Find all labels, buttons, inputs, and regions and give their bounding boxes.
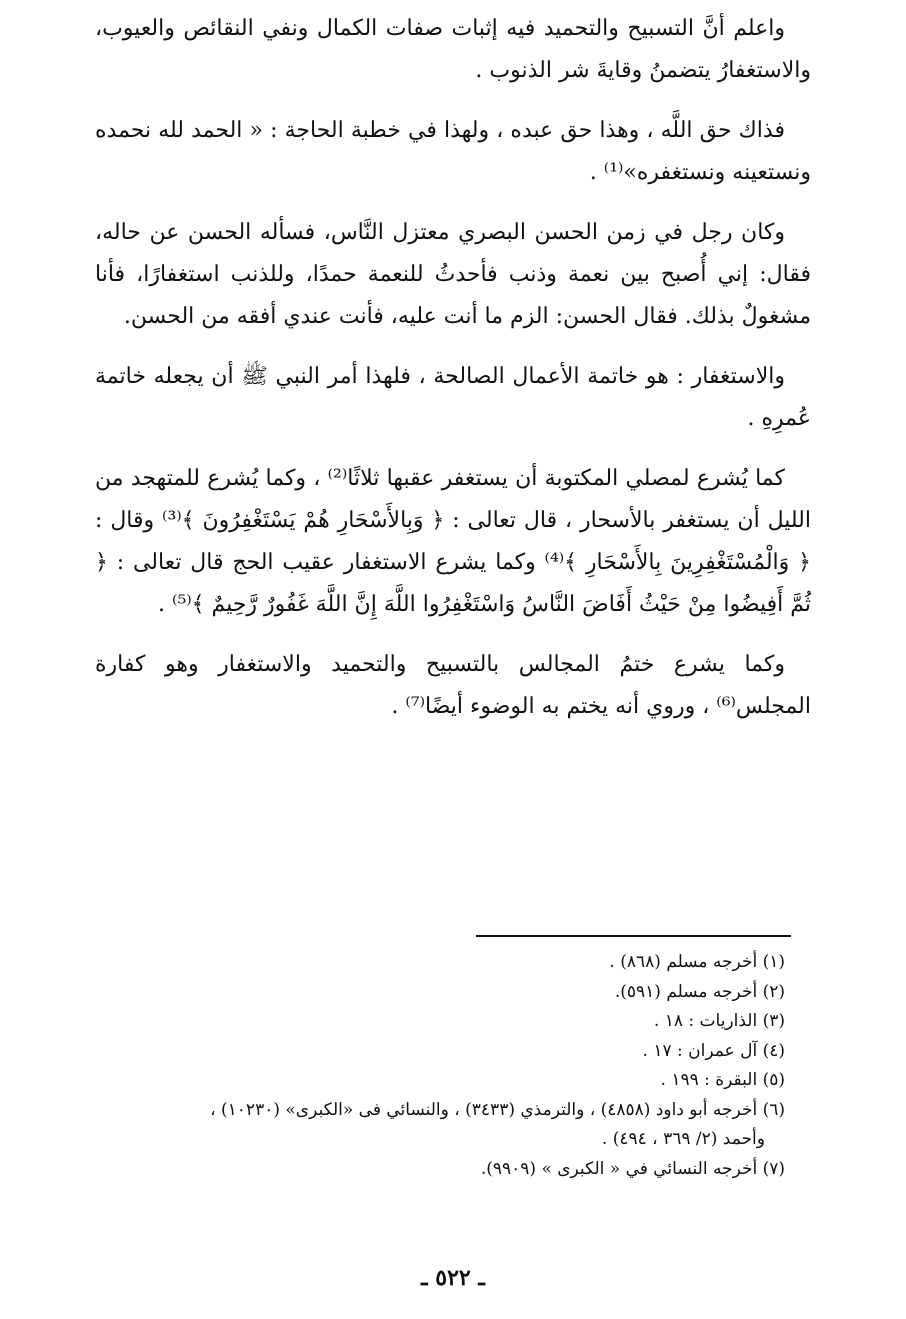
footnote-4: (٤) آل عمران : ١٧ .: [642, 1040, 785, 1061]
footnote-3: (٣) الذاريات : ١٨ .: [653, 1011, 785, 1031]
page-number: ـ ٥٢٢ ـ: [421, 1265, 485, 1291]
paragraph-2: فذاك حق اللَّه ، وهذا حق عبده ، ولهذا في خطبة الحاجة : « الحمد لله نحمده ونستعينه ونستغفره»⁽¹⁾ .: [95, 118, 811, 185]
paragraph-1: واعلم أنَّ التسبيح والتحميد فيه إثبات صفات الكمال ونفي النقائص والعيوب، والاستغفارُ يتضمنُ وقايةَ شر الذنوب .: [95, 16, 811, 83]
footnote-2: (٢) أخرجه مسلم (٥٩١).: [614, 981, 785, 1002]
footnote-separator: [476, 935, 791, 937]
footnotes: [95, 948, 795, 1184]
footnote-5: (٥) البقرة : ١٩٩ .: [660, 1070, 785, 1090]
footnote-7: (٧) أخرجه النسائي في « الكبرى » (٩٩٠٩).: [480, 1158, 785, 1179]
footnote-6: (٦) أخرجه أبو داود (٤٨٥٨) ، والترمذي (٣٤٣٣) ، والنسائي فى «الكبرى» (١٠٢٣٠) ،: [210, 1099, 785, 1120]
paragraph-4: والاستغفار : هو خاتمة الأعمال الصالحة ، فلهذا أمر النبي ﷺ أن يجعله خاتمة عُمرِهِ .: [95, 364, 811, 431]
paragraph-6: وكما يشرع ختمُ المجالس بالتسبيح والتحميد والاستغفار وهو كفارة المجلس⁽⁶⁾ ، وروي أنه يختم به الوضوء أيضًا⁽⁷⁾ .: [95, 652, 811, 719]
main-text: [95, 8, 811, 746]
paragraph-5: كما يُشرع لمصلي المكتوبة أن يستغفر عقبها ثلاثًا⁽²⁾ ، وكما يُشرع للمتهجد من الليل أن يستغفر بالأسحار ، قال تعالى : ﴿ وَبِالأَسْحَارِ هُمْ يَسْتَغْفِرُونَ ﴾⁽³⁾ وقال : ﴿ وَالْمُسْتَغْفِرِينَ بِالأَسْحَارِ ﴾⁽⁴⁾ وكما يشرع الاستغفار عقيب الحج قال تعالى : ﴿ ثُمَّ أَفِيضُوا مِنْ حَيْثُ أَفَاضَ النَّاسُ وَاسْتَغْفِرُوا اللَّهَ إِنَّ اللَّهَ غَفُورٌ رَّحِيمٌ ﴾⁽⁵⁾ .: [95, 466, 811, 617]
paragraph-3: وكان رجل في زمن الحسن البصري معتزل النَّاس، فسأله الحسن عن حاله، فقال: إني أُصبح بين نعمة وذنب فأحدثُ للنعمة حمدًا، وللذنب استغفارًا، فأنا مشغولٌ بذلك. فقال الحسن: الزم ما أنت عليه، فأنت عندي أفقه من الحسن.: [95, 220, 811, 329]
footnote-1: (١) أخرجه مسلم (٨٦٨) .: [609, 952, 785, 972]
footnote-6-continuation: وأحمد (٢/ ٣٦٩ ، ٤٩٤) .: [601, 1129, 765, 1149]
